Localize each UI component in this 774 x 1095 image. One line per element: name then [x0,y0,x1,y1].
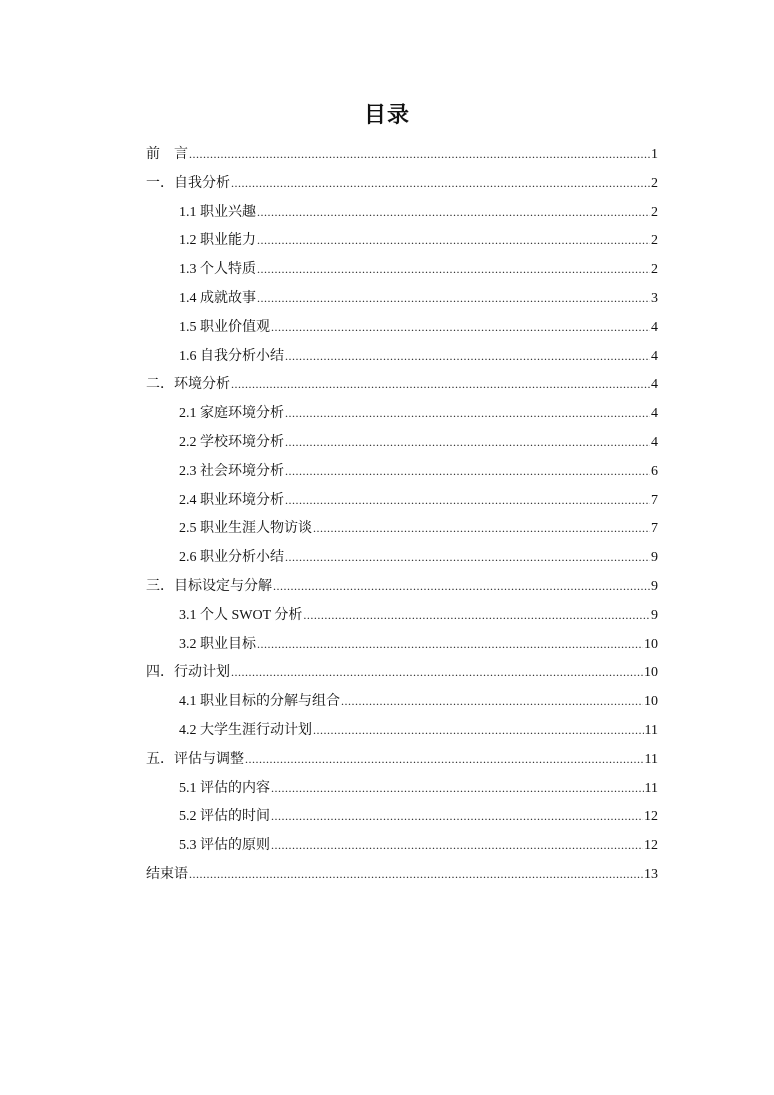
toc-entry-label: 1.1 职业兴趣 [179,204,256,220]
toc-entry[interactable] [146,486,658,515]
toc-entry-page-number: 2 [651,262,658,278]
toc-entry[interactable] [146,169,658,198]
toc-entry-label: 3.2 职业目标 [179,636,256,652]
toc-entry-page-number: 13 [644,866,658,882]
toc-list [146,140,658,889]
toc-entry[interactable] [146,572,658,601]
toc-dot-leader [271,313,650,342]
toc-entry[interactable] [146,687,658,716]
toc-dot-leader [273,572,650,601]
toc-entry-label: 5.1 评估的内容 [179,780,270,796]
toc-entry-page-number: 6 [651,463,658,479]
toc-dot-leader [257,284,650,313]
toc-entry-label: 2.6 职业分析小结 [179,550,284,566]
toc-dot-leader [245,745,644,774]
toc-entry[interactable] [146,802,658,831]
toc-entry-page-number: 4 [651,406,658,422]
toc-entry-label: 5.2 评估的时间 [179,809,270,825]
toc-entry-page-number: 10 [644,665,658,681]
toc-entry-page-number: 11 [644,722,658,738]
toc-entry-label: 1.6 自我分析小结 [179,348,284,364]
toc-entry-page-number: 7 [651,492,658,508]
toc-entry-page-number: 2 [651,175,658,191]
toc-dot-leader [313,514,650,543]
toc-entry[interactable] [146,428,658,457]
toc-entry-page-number: 12 [644,838,658,854]
toc-entry-page-number: 11 [644,780,658,796]
toc-entry-label: 2.5 职业生涯人物访谈 [179,521,312,537]
toc-entry-page-number: 12 [644,809,658,825]
toc-entry-label: 1.5 职业价值观 [179,319,270,335]
toc-dot-leader [189,860,643,889]
toc-entry[interactable] [146,630,658,659]
toc-entry[interactable] [146,457,658,486]
toc-entry[interactable] [146,658,658,687]
toc-entry-label: 2.4 职业环境分析 [179,492,284,508]
toc-entry-label: 三．目标设定与分解 [146,578,272,594]
toc-dot-leader [313,716,644,745]
toc-dot-leader [231,658,643,687]
toc-entry-label: 结束语 [146,866,188,882]
toc-entry-label: 五．评估与调整 [146,751,244,767]
toc-entry[interactable] [146,284,658,313]
toc-entry-page-number: 4 [651,377,658,393]
toc-entry-page-number: 3 [651,290,658,306]
toc-entry-label: 2.3 社会环境分析 [179,463,284,479]
toc-dot-leader [303,601,650,630]
toc-entry-page-number: 2 [651,233,658,249]
toc-entry[interactable] [146,140,658,169]
toc-entry[interactable] [146,601,658,630]
toc-dot-leader [231,370,650,399]
toc-entry-page-number: 11 [644,751,658,767]
toc-entry-page-number: 2 [651,204,658,220]
toc-entry[interactable] [146,342,658,371]
toc-entry[interactable] [146,313,658,342]
toc-entry-page-number: 4 [651,348,658,364]
toc-entry[interactable] [146,370,658,399]
toc-entry[interactable] [146,774,658,803]
toc-entry-label: 一．自我分析 [146,175,230,191]
toc-dot-leader [271,831,643,860]
toc-dot-leader [285,428,650,457]
toc-entry-label: 1.2 职业能力 [179,233,256,249]
toc-entry-label: 前 言 [146,147,188,162]
toc-entry-page-number: 7 [651,521,658,537]
toc-dot-leader [285,342,650,371]
toc-entry[interactable] [146,399,658,428]
toc-dot-leader [341,687,643,716]
toc-title: 目录 [363,102,410,127]
toc-entry-label: 4.2 大学生涯行动计划 [179,722,312,738]
toc-entry-page-number: 10 [644,636,658,652]
toc-entry-page-number: 9 [651,550,658,566]
toc-dot-leader [285,543,650,572]
toc-entry-label: 2.2 学校环境分析 [179,434,284,450]
toc-dot-leader [271,774,644,803]
toc-dot-leader [257,198,650,227]
toc-entry-page-number: 4 [651,434,658,450]
toc-entry-label: 四．行动计划 [146,665,230,681]
toc-entry-label: 1.3 个人特质 [179,262,256,278]
toc-dot-leader [285,457,650,486]
toc-dot-leader [257,226,650,255]
toc-entry-page-number: 4 [651,319,658,335]
toc-entry-page-number: 9 [651,578,658,594]
toc-entry-label: 3.1 个人 SWOT 分析 [179,607,303,623]
toc-dot-leader [257,255,650,284]
toc-dot-leader [257,630,643,659]
toc-entry[interactable] [146,198,658,227]
toc-entry[interactable] [146,860,658,889]
toc-dot-leader [285,399,650,428]
toc-dot-leader [231,169,650,198]
toc-entry-page-number: 10 [644,694,658,710]
toc-entry-page-number: 9 [651,607,658,623]
toc-entry[interactable] [146,716,658,745]
toc-entry-label: 4.1 职业目标的分解与组合 [179,694,340,710]
toc-entry-label: 二．环境分析 [146,377,230,393]
toc-dot-leader [189,140,650,169]
toc-dot-leader [271,802,643,831]
toc-entry-label: 1.4 成就故事 [179,290,256,306]
toc-entry[interactable] [146,255,658,284]
toc-entry-label: 5.3 评估的原则 [179,838,270,854]
toc-entry-label: 2.1 家庭环境分析 [179,406,284,422]
toc-entry[interactable] [146,514,658,543]
toc-dot-leader [285,486,650,515]
toc-entry[interactable] [146,543,658,572]
toc-entry[interactable] [146,745,658,774]
toc-entry-page-number: 1 [651,147,658,162]
toc-entry[interactable] [146,226,658,255]
toc-entry[interactable] [146,831,658,860]
